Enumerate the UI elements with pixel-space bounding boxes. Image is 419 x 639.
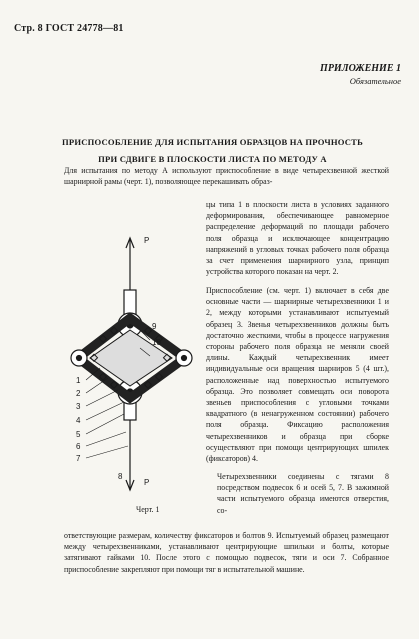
label-7: 7 [76,454,81,463]
paragraph-intro: Для испытания по методу А используют приспособление в виде четырехзвенной жесткой шарнирной рамы (черт. 1), позволяющее перекашивать образ- [64,166,389,187]
label-4: 4 [76,416,81,425]
paragraph-intro-continued: цы типа 1 в плоскости листа в условиях заданного деформирования, обеспечивающее равномерное распределение деформаций по площади рабочего поля образца и исключающее концентрацию напряжений в угловых точках рабочего поля образца за счет применения шарнирного узла, принцип устройства которого показан на черт. 2. [206,200,389,277]
label-p-top: P [144,236,150,245]
label-2: 2 [76,389,81,398]
label-8: 8 [118,472,123,481]
page-header: Стр. 8 ГОСТ 24778—81 [14,23,124,34]
label-10: 10 [152,338,161,347]
paragraph-connection: Четырехзвенники соединены с тягами 8 посредством подвесок 6 и осей 5, 7. В зажимной части испытуемого образца имеются отверстия, со- [217,472,389,515]
figure-caption: Черт. 1 [136,505,160,514]
label-9: 9 [152,322,157,331]
label-p-bottom: P [144,478,150,487]
paragraph-device: Приспособление (см. черт. 1) включает в себя две основные части — шарнирные четырехзвенники 1 и 2, между которыми устанавливают испытуемый образец 3. Звенья четырехзвенников должны быть достаточно жесткими, чтобы в процессе нагружения стороны рабочего поля образца не меняли своей длины. Каждый четырехзвенник имеет индивидуальные оси вращения шарниров 5 (4 шт.), расположенные над поверхностью испытуемого образца. Это позволяет совмещать оси поворота звеньев приспособления с угловыми точками квадратного (в ненагруженном состоянии) рабочего поля образца. Фиксацию расположения четырехзвенников и образца при сборке осуществляют при помощи центрирующих шпилек (фиксаторов) 4. [206,286,389,464]
label-1: 1 [76,376,81,385]
label-3: 3 [76,402,81,411]
label-5: 5 [76,430,81,439]
section-title-line2: ПРИ СДВИГЕ В ПЛОСКОСТИ ЛИСТА ПО МЕТОДУ А [98,154,327,164]
section-title-line1: ПРИСПОСОБЛЕНИЕ ДЛЯ ИСПЫТАНИЯ ОБРАЗЦОВ НА ПРОЧНОСТЬ [62,137,363,147]
appendix-subtitle: Обязательное [349,76,401,86]
label-6: 6 [76,442,81,451]
paragraph-assembly: ответствующие размерам, количеству фиксаторов и болтов 9. Испытуемый образец размещают между четырехзвенниками, устанавливают центрирующие шпильки и болты, которые затягивают гайками 10. После этого с помощью подвесок, тяги и оси 7. Собранное приспособление закрепляют при помощи тяг в испытательной машине. [64,531,389,574]
appendix-title: ПРИЛОЖЕНИЕ 1 [320,63,401,74]
